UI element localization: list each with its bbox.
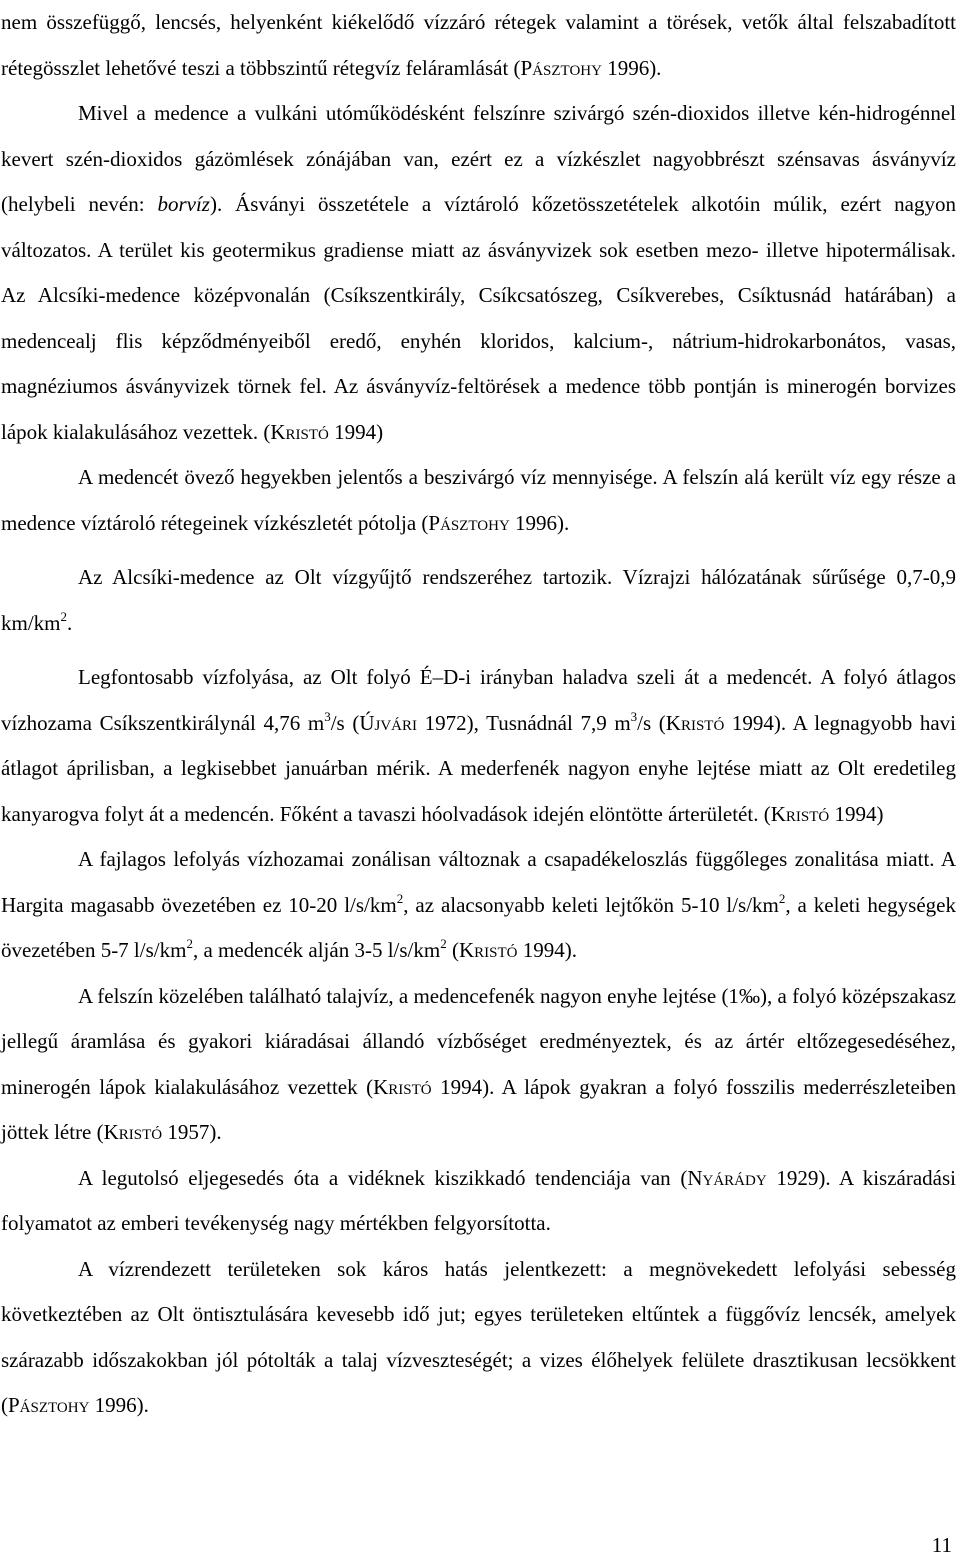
paragraph-8 xyxy=(1,1156,956,1247)
citation-year: 1957). xyxy=(162,1120,222,1144)
text-run: ( xyxy=(446,938,459,962)
paragraph-2 xyxy=(1,91,956,455)
citation-author: Kristó xyxy=(373,1074,432,1099)
body-text xyxy=(1,0,956,1429)
citation-author: Pásztohy xyxy=(428,510,510,535)
citation-year: 1994) xyxy=(328,419,384,444)
page-number: 11 xyxy=(931,1533,952,1557)
citation-year: 1996). xyxy=(89,1393,149,1417)
citation-author: Kristó xyxy=(770,801,830,826)
paragraph-gap xyxy=(1,546,956,555)
text-run: Az Alcsíki-medence az Olt vízgyűjtő rendszeréhez tartozik. Vízrajzi hálózatának sűrűsége 0,7-0,9 km/km xyxy=(1,565,956,635)
citation-author: Kristó xyxy=(103,1120,163,1144)
citation-year: 1929). A kiszáradási folyamatot az emberi tevékenység nagy mértékben felgyorsította. xyxy=(1,1165,956,1235)
paragraph-3 xyxy=(1,455,956,546)
text-run: A legutolsó eljegesedés óta a vidéknek kiszikkadó tendenciája van ( xyxy=(78,1165,688,1190)
superscript: 2 xyxy=(440,936,447,951)
superscript: 3 xyxy=(630,708,638,724)
citation-year: 1994) xyxy=(829,801,884,826)
text-run: Mivel a medence a vulkáni utóműködésként felszínre szivárgó szén-dioxidos illetve kén-hidrogénnel kevert szén-dioxidos gázömlések zónájában van, ezért ez a vízkészlet nagyobbrészt szénsavas ásványvíz (helybeli nevén: xyxy=(1,101,956,216)
citation-year: 1994). A lápok gyakran a folyó fosszilis mederrészleteiben jöttek létre ( xyxy=(1,1074,957,1144)
text-run: , az alacsonyabb keleti lejtőkön 5-10 l/s/km xyxy=(403,892,779,917)
paragraph-7 xyxy=(1,974,956,1156)
citation-author: Kristó xyxy=(458,938,518,962)
text-run: Legfontosabb vízfolyása, az Olt folyó É–D-i irányban haladva szeli át a medencét. A folyó átlagos vízhozama Csíkszentkirálynál 4,76 m xyxy=(1,665,956,735)
citation-year: 1996). xyxy=(601,55,662,80)
superscript: 2 xyxy=(60,608,68,624)
text-run: . xyxy=(67,610,73,635)
text-run: , a keleti hegységek övezetében 5-7 l/s/km xyxy=(1,892,956,962)
text-run: A fajlagos lefolyás vízhozamai zonálisan változnak a csapadékeloszlás függőleges zonalitása miatt. A Hargita magasabb övezetében ez 10-20 l/s/km xyxy=(1,847,956,917)
italic-term: borvíz xyxy=(157,192,210,216)
superscript: 3 xyxy=(324,708,331,724)
text-run: A felszín közelében található talajvíz, a medencefenék nagyon enyhe lejtése (1‰), a folyó középszakasz jellegű áramlása és gyakori kiáradásai állandó vízbőséget eredményeztek, és az ártér eltőzegesedéséhez, minerogén lápok kialakulásához vezettek ( xyxy=(1,983,956,1099)
text-run: nem összefüggő, lencsés, helyenként kiékelődő vízzáró rétegek valamint a törések, vetők által felszabadított rétegösszlet lehetővé teszi a többszintű rétegvíz feláramlását ( xyxy=(1,10,956,80)
citation-author: Kristó xyxy=(665,710,725,735)
text-run: /s ( xyxy=(330,710,360,735)
citation-year: 1972), Tusnádnál 7,9 m xyxy=(417,710,631,735)
paragraph-5 xyxy=(1,655,956,837)
citation-author: Nyárády xyxy=(687,1165,767,1190)
text-run: /s ( xyxy=(637,710,666,735)
superscript: 2 xyxy=(778,890,786,906)
citation-author: Pásztohy xyxy=(520,55,602,80)
paragraph-1 xyxy=(1,0,956,91)
text-run: ). Ásványi összetétele a víztároló kőzetösszetételek alkotóin múlik, ezért nagyon változatos. A terület kis geotermikus gradiense miatt az ásványvizek sok esetben mezo- illetve hipotermálisak. Az Alcsíki-medence középvonalán (Csíkszentkirály, Csíkcsatószeg, Csíkverebes, Csíktusnád határában) a medencealj flis képződményeiből eredő, enyhén kloridos, kalcium-, nátrium-hidrokarbonátos, vasas, magnéziumos ásványvizek törnek fel. Az ásványvíz-feltörések a medence több pontján is minerogén borvizes lápok kialakulásához vezettek. ( xyxy=(1,192,956,444)
text-run: A medencét övező hegyekben jelentős a beszivárgó víz mennyisége. A felszín alá került víz egy része a medence víztároló rétegeinek vízkészletét pótolja ( xyxy=(1,465,956,535)
paragraph-gap xyxy=(1,646,956,655)
citation-year: 1994). A legnagyobb havi átlagot áprilisban, a legkisebbet januárban mérik. A mederfenék nagyon enyhe lejtése miatt az Olt eredetileg kanyarogva folyt át a medencén. Főként a tavaszi hóolvadások idején elöntötte árterületét. ( xyxy=(1,710,957,826)
text-run: A vízrendezett területeken sok káros hatás jelentkezett: a megnövekedett lefolyási sebesség következtében az Olt öntisztulására kevesebb idő jut; egyes területeken eltűntek a függővíz lencsék, amelyek szárazabb időszakokban jól pótolták a talaj vízveszteségét; a vizes élőhelyek felülete drasztikusan lecsökkent ( xyxy=(1,1256,956,1417)
citation-author: Kristó xyxy=(270,419,329,444)
text-run: , a medencék alján 3-5 l/s/km xyxy=(192,938,441,962)
superscript: 2 xyxy=(396,890,404,906)
superscript: 2 xyxy=(186,936,193,951)
paragraph-4 xyxy=(1,555,956,646)
paragraph-9 xyxy=(1,1247,956,1429)
paragraph-6 xyxy=(1,837,956,974)
citation-author: Pásztohy xyxy=(8,1393,90,1417)
citation-year: 1996). xyxy=(509,510,570,535)
citation-author: Újvári xyxy=(359,710,417,735)
citation-year: 1994). xyxy=(517,938,577,962)
